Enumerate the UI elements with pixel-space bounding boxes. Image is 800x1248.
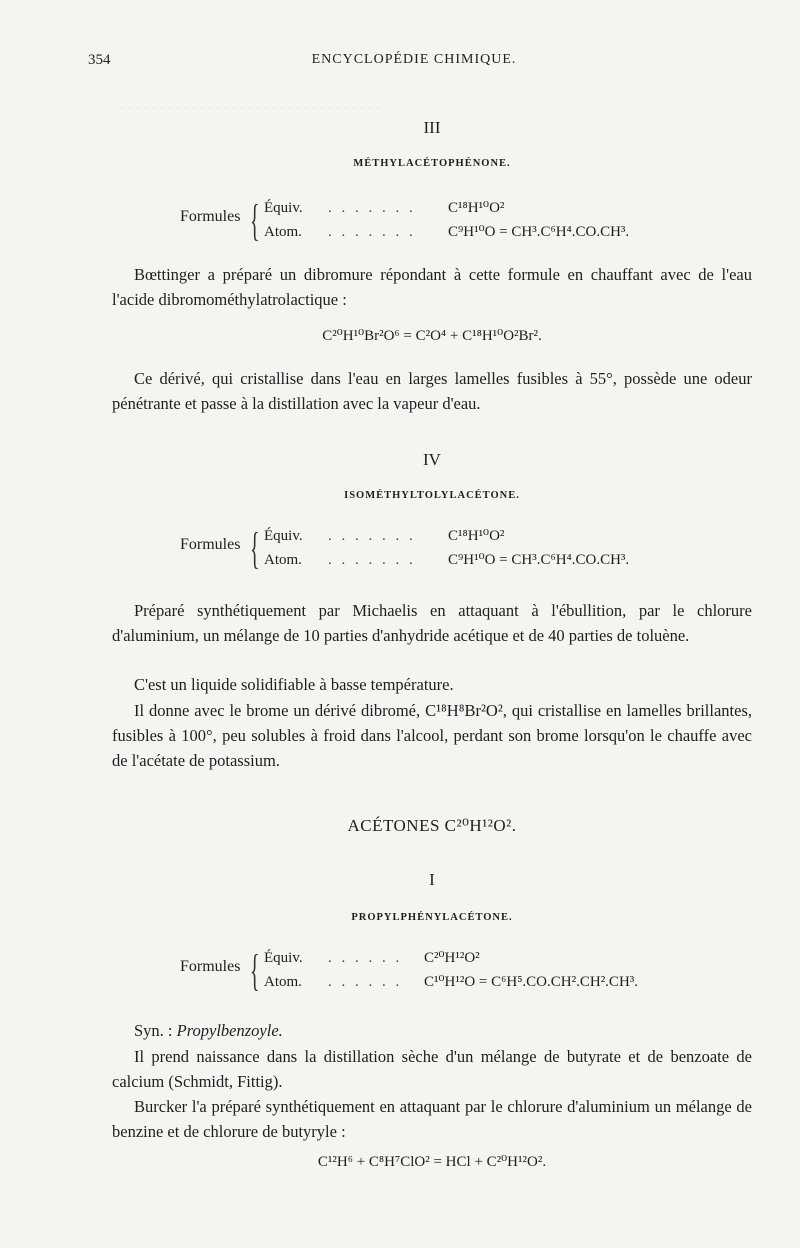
- atom-value: C¹⁰H¹²O = C⁶H⁵.CO.CH².CH².CH³.: [424, 974, 639, 990]
- paragraph: Ce dérivé, qui cristallise dans l'eau en larges lamelles fusibles à 55°, possède une odeur pénétrante et passe à la distillation avec la vapeur d'eau.: [112, 369, 752, 413]
- paragraph: Il prend naissance dans la distillation sèche d'un mélange de butyrate et de benzoate de calcium (Schmidt, Fittig).: [112, 1047, 752, 1091]
- formulas-block: [180, 522, 700, 578]
- running-title: ENCYCLOPÉDIE CHIMIQUE.: [311, 52, 517, 67]
- atom-key: Atom.: [264, 224, 302, 240]
- leader-dots: . . . . . . .: [328, 200, 416, 216]
- equiv-value: C¹⁸H¹⁰O²: [448, 528, 505, 544]
- running-header: [88, 52, 740, 76]
- leader-dots: . . . . . .: [328, 950, 403, 966]
- syn-name: Propylbenzoyle.: [176, 1021, 283, 1040]
- formulas-block: [180, 194, 700, 250]
- chemical-equation: C²⁰H¹⁰Br²O⁶ = C²O⁴ + C¹⁸H¹⁰O²Br².: [322, 328, 542, 344]
- atom-key: Atom.: [264, 974, 302, 990]
- paragraph: Il donne avec le brome un dérivé dibromé, C¹⁸H⁸Br²O², qui cristallise en lamelles brillantes, fusibles à 100°, peu solubles à froid dans l'alcool, perdant son brome lorsqu'on le chauffe avec de l'acétate de potassium.: [112, 701, 752, 770]
- page-number: 354: [88, 52, 111, 68]
- brace-glyph: {: [250, 524, 260, 573]
- bleed-through-texture: . . . . . . . . . . . . . . . . . . . . . . . . . . . . . . . . .: [120, 900, 380, 917]
- leader-dots: . . . . . .: [328, 974, 403, 990]
- formulas-label: Formules: [180, 208, 241, 225]
- leader-dots: . . . . . . .: [328, 528, 416, 544]
- equiv-key: Équiv.: [264, 200, 303, 216]
- bleed-through-texture: . . . . . . . . . . . . . . . . . . . . . . . . . . . . . . . . .: [120, 420, 380, 437]
- atom-value: C⁹H¹⁰O = CH³.C⁶H⁴.CO.CH³.: [448, 552, 630, 568]
- bleed-through-texture: . . . . . . . . . . . . . . . . . . . . . . . . . . . . . . . . .: [120, 96, 380, 113]
- equiv-key: Équiv.: [264, 528, 303, 544]
- section-numeral: III: [423, 118, 441, 137]
- equiv-value: C²⁰H¹²O²: [424, 950, 480, 966]
- brace-glyph: {: [250, 196, 260, 245]
- paragraph: Préparé synthétiquement par Michaelis en attaquant à l'ébullition, par le chlorure d'aluminium, un mélange de 10 parties d'anhydride acétique et de 40 parties de toluène.: [112, 601, 752, 645]
- formula-atom-row: [264, 222, 629, 241]
- formula-equiv-row: [264, 526, 504, 545]
- chapter-heading: ACÉTONES C²⁰H¹²O².: [347, 816, 517, 835]
- synonym-line: [112, 1018, 752, 1043]
- section-numeral: IV: [423, 450, 441, 469]
- paragraph: C'est un liquide solidifiable à basse température.: [134, 675, 454, 694]
- section-title: ISOMÉTHYLTOLYLACÉTONE.: [344, 490, 520, 501]
- section-title: PROPYLPHÉNYLACÉTONE.: [351, 912, 513, 923]
- formula-equiv-row: [264, 948, 480, 967]
- formulas-block: [180, 944, 700, 1000]
- formulas-label: Formules: [180, 536, 241, 553]
- chemical-equation: C¹²H⁶ + C⁸H⁷ClO² = HCl + C²⁰H¹²O².: [317, 1154, 547, 1170]
- paragraph: Burcker l'a préparé synthétiquement en attaquant par le chlorure d'aluminium un mélange de benzine et de chlorure de butyryle :: [112, 1097, 752, 1141]
- syn-prefix: Syn. :: [134, 1021, 177, 1040]
- brace-glyph: {: [250, 946, 260, 995]
- leader-dots: . . . . . . .: [328, 552, 416, 568]
- formulas-label: Formules: [180, 958, 241, 975]
- equiv-value: C¹⁸H¹⁰O²: [448, 200, 505, 216]
- formula-equiv-row: [264, 198, 504, 217]
- atom-value: C⁹H¹⁰O = CH³.C⁶H⁴.CO.CH³.: [448, 224, 630, 240]
- atom-key: Atom.: [264, 552, 302, 568]
- leader-dots: . . . . . . .: [328, 224, 416, 240]
- equiv-key: Équiv.: [264, 950, 303, 966]
- section-title: MÉTHYLACÉTOPHÉNONE.: [353, 158, 511, 169]
- formula-atom-row: [264, 972, 638, 991]
- formula-atom-row: [264, 550, 629, 569]
- paragraph: Bœttinger a préparé un dibromure répondant à cette formule en chauffant avec de l'eau l'acide dibromométhylatrolactique :: [112, 265, 752, 309]
- section-numeral: I: [429, 870, 435, 889]
